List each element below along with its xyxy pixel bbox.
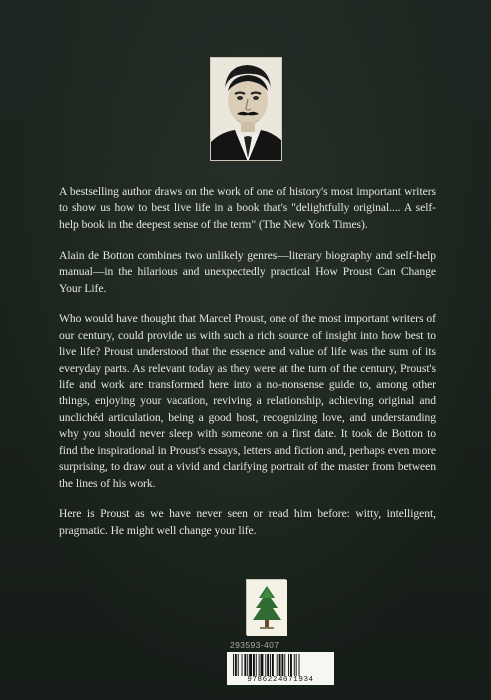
barcode-bar (272, 654, 274, 676)
barcode-bar (270, 654, 271, 676)
tree-logo-icon (246, 579, 286, 635)
barcode-bar (242, 654, 243, 676)
barcode-bar (288, 654, 289, 676)
blurb-paragraph: Here is Proust as we have never seen or read him before: witty, intelligent, pragmatic. He might well change your life. (59, 507, 436, 537)
barcode-bar (259, 654, 260, 676)
blurb-paragraph: A bestselling author draws on the work of one of history's most important writers to show us how to best live life in a book that's "delightfully original.... A self-help book in the deepest sense of the term" (The New York Times). (59, 185, 436, 231)
author-portrait-icon (210, 57, 282, 161)
barcode-bar (253, 654, 255, 676)
barcode-bar (290, 654, 292, 676)
store-code: 293593-407 (230, 640, 280, 650)
blurb (59, 184, 436, 554)
barcode-bar (281, 654, 283, 676)
barcode-bar (277, 654, 278, 676)
barcode-bar (296, 654, 297, 676)
blurb-paragraph: Who would have thought that Marcel Proust, one of the most important writers of our century, could provide us with such a rich source of insight into how best to live life? Proust understood that the essence and value of life was the sum of its everyday parts. As relevant today as they were at the turn of the century, Proust's life and work are transformed here into a no-nonsense guide to, among other things, enjoying your vacation, reviving a relationship, achieving original and unclichéd articulation, being a good host, recognizing love, and understanding why you should never sleep with someone on a first date. It took de Botton to find the inspirational in Proust's essays, letters and fiction and, perhaps even more surprising, to draw out a vivid and clarifying portrait of the master from between the lines of his work. (59, 312, 436, 490)
barcode-bar (284, 654, 285, 676)
barcode-bar (256, 654, 257, 676)
barcode-icon (227, 652, 334, 685)
barcode-bar (265, 654, 266, 676)
barcode-number: 9786224071934 (227, 676, 334, 684)
barcode-bar (249, 654, 252, 676)
barcode-bar (235, 654, 237, 676)
barcode-bar (294, 654, 295, 676)
barcode-bar (247, 654, 248, 676)
barcode-bar (279, 654, 281, 676)
barcode-bar (238, 654, 239, 676)
blurb-paragraph: Alain de Botton combines two unlikely genres—literary biography and self-help manual—in the hilarious and unexpectedly practical How Proust Can Change Your Life. (59, 248, 436, 295)
barcode-bar (261, 654, 264, 676)
barcode-bar (299, 654, 300, 676)
barcode-bar (267, 654, 269, 676)
barcode-bar (233, 654, 234, 676)
barcode-bar (244, 654, 246, 676)
